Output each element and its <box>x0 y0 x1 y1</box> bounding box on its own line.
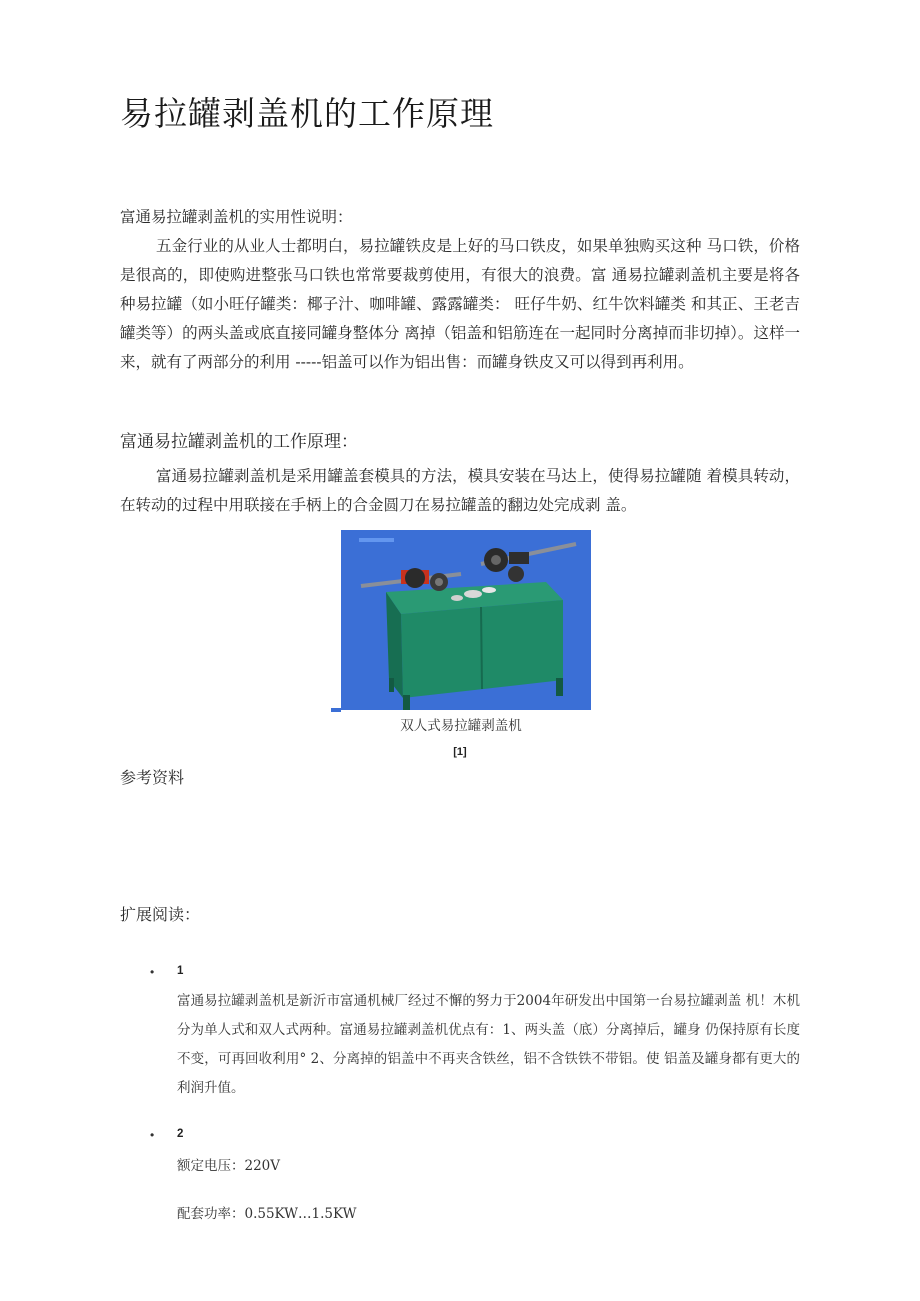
page-title: 易拉罐剥盖机的工作原理 <box>120 94 494 133</box>
power-spec: 配套功率：0.55KW…1.5KW <box>177 1206 357 1222</box>
principle-paragraph: 富通易拉罐剥盖机是采用罐盖套模具的方法，模具安装在马达上，使得易拉罐随 着模具转动，在转动的过程中用联接在手柄上的合金圆刀在易拉罐盖的翻边处完成剥 盖。 <box>120 467 800 514</box>
intro-paragraph: 五金行业的从业人士都明白，易拉罐铁皮是上好的马口铁皮，如果单独购买这种 马口铁，价格是很高的，即使购进整张马口铁也常常要裁剪使用，有很大的浪费。富 通易拉罐剥盖机主要是将各种易拉罐（如小旺仔罐类：椰子汁、咖啡罐、露露罐类： 旺仔牛奶、红牛饮料罐类 和其正、王老吉罐类等）的两头盖或底直接同罐身整体分 离掉（铝盖和铝筋连在一起同时分离掉而非切掉）。这样一来，就有了两部分的利用 -----铝盖可以作为铝出售：而罐身铁皮又可以得到再利用。 <box>120 237 800 371</box>
principle-heading: 富通易拉罐剥盖机的工作原理： <box>120 432 358 452</box>
intro-heading: 富通易拉罐剥盖机的实用性说明： <box>120 208 353 226</box>
list-item-number: 1 <box>177 965 184 977</box>
list-item-text: 富通易拉罐剥盖机是新沂市富通机械厂经过不懈的努力于2004年研发出中国第一台易拉罐剥盖 机！木机分为单人式和双人式两种。富通易拉罐剥盖机优点有：1、两头盖（底）分离掉后，罐身 仍保持原有长度不变，可再回收利用° 2、分离掉的铝盖中不再夹含铁丝，铝不含铁铁不带铝。使 铝盖及罐身都有更大的利润升值。 <box>177 993 800 1096</box>
extended-reading-heading: 扩展阅读： <box>120 905 201 924</box>
bullet-icon: • <box>150 1128 155 1142</box>
list-item-number: 2 <box>177 1128 184 1140</box>
machine-photo <box>331 530 591 715</box>
references-heading: 参考资料 <box>120 768 185 787</box>
reference-marker[interactable]: [1] <box>453 746 467 758</box>
rated-voltage-spec: 额定电压：220V <box>177 1158 281 1174</box>
figure-caption: 双人式易拉罐剥盖机 <box>400 718 522 734</box>
machine-illustration <box>331 530 591 715</box>
bullet-icon: • <box>150 965 155 979</box>
